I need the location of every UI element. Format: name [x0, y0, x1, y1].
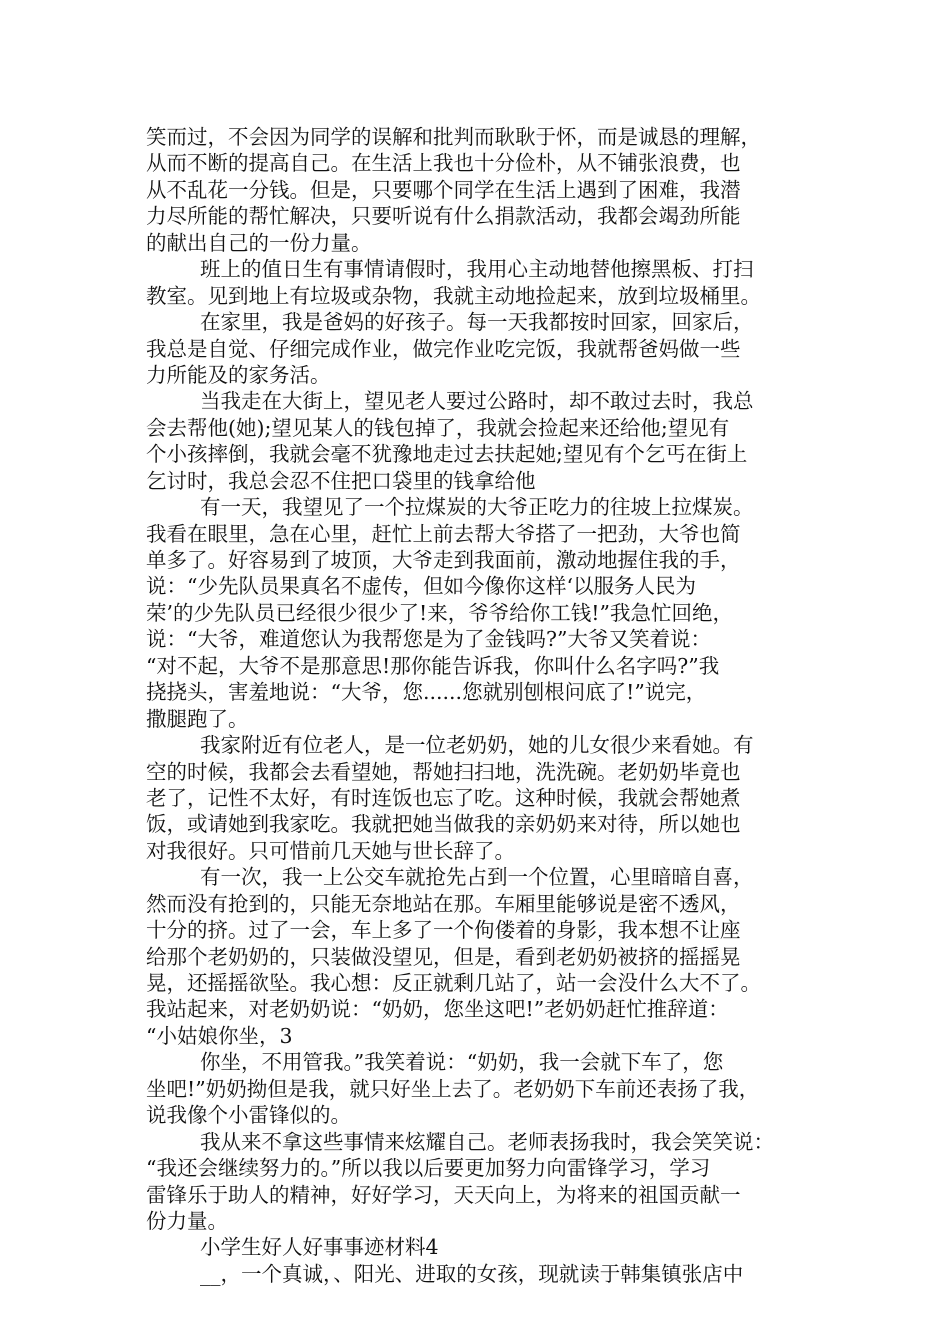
text-line: 我看在眼里，急在心里，赶忙上前去帮大爷搭了一把劲，大爷也简: [146, 521, 741, 546]
text-line: “小姑娘你坐，3: [146, 1023, 293, 1048]
text-line: 雷锋乐于助人的精神，好好学习，天天向上，为将来的祖国贡献一: [146, 1182, 741, 1207]
text-line: 饭，或请她到我家吃。我就把她当做我的亲奶奶来对待，所以她也: [146, 812, 741, 837]
text-line: 个小孩摔倒，我就会毫不犹豫地走过去扶起她;望见有个乞丐在街上: [146, 442, 748, 467]
text-line: 单多了。好容易到了坡顶，大爷走到我面前，激动地握住我的手，: [146, 548, 741, 572]
text-line: 撒腿跑了。: [146, 706, 249, 731]
text-line: 班上的值日生有事情请假时，我用心主动地替他擦黑板、打扫: [200, 257, 754, 282]
text-line: 你坐，不用管我。”我笑着说：“奶奶，我一会就下车了，您: [200, 1050, 724, 1075]
text-line: 我从来不拿这些事情来炫耀自己。老师表扬我时，我会笑笑说：: [200, 1129, 774, 1154]
text-line: 乞讨时，我总会忍不住把口袋里的钱拿给他: [146, 468, 536, 493]
text-line: 说我像个小雷锋似的。: [146, 1103, 351, 1128]
text-line: 我站起来，对老奶奶说：“奶奶，您坐这吧!”老奶奶赶忙推辞道：: [146, 997, 729, 1022]
text-line: 说：“少先队员果真名不虚传，但如今像你这样‘以服务人民为: [146, 574, 696, 599]
text-line: 从而不断的提高自己。在生活上我也十分俭朴，从不铺张浪费，也: [146, 151, 741, 176]
text-line: 给那个老奶奶的，只装做没望见，但是，看到老奶奶被挤的摇摇晃: [146, 944, 741, 969]
text-line: 然而没有抢到的，只能无奈地站在那。车厢里能够说是密不透风，: [146, 891, 741, 916]
text-line: 说：“大爷，难道您认为我帮您是为了金钱吗?”大爷又笑着说：: [146, 627, 711, 652]
text-line: 在家里，我是爸妈的好孩子。每一天我都按时回家，回家后，: [200, 310, 754, 335]
text-line: 荣’的少先队员已经很少很少了!来，爷爷给你工钱!”我急忙回绝，: [146, 600, 733, 625]
text-line: __，一个真诚，、阳光、进取的女孩，现就读于韩集镇张店中: [200, 1261, 744, 1286]
text-line: 坐吧!”奶奶拗但是我，就只好坐上去了。老奶奶下车前还表扬了我，: [146, 1076, 760, 1101]
text-line: 我家附近有位老人，是一位老奶奶，她的儿女很少来看她。有: [200, 733, 754, 758]
text-line: 当我走在大街上，望见老人要过公路时，却不敢过去时，我总: [200, 389, 754, 414]
text-line: 力所能及的家务活。: [146, 362, 331, 387]
text-line: 老了，记性不太好，有时连饭也忘了吃。这种时候，我就会帮她煮: [146, 785, 741, 810]
text-line: 小学生好人好事事迹材料4: [200, 1235, 439, 1260]
text-line: 有一天，我望见了一个拉煤炭的大爷正吃力的往坡上拉煤炭。: [200, 495, 754, 520]
text-line: 力尽所能的帮忙解决，只要听说有什么捐款活动，我都会竭劲所能: [146, 204, 741, 229]
text-line: 从不乱花一分钱。但是，只要哪个同学在生活上遇到了困难，我潜: [146, 177, 741, 202]
document-body: [146, 124, 822, 1287]
text-line: “我还会继续努力的。”所以我以后要更加努力向雷锋学习，学习: [146, 1156, 711, 1181]
text-line: 的献出自己的一份力量。: [146, 230, 372, 255]
text-line: 我总是自觉、仔细完成作业，做完作业吃完饭，我就帮爸妈做一些: [146, 336, 741, 361]
text-line: 笑而过，不会因为同学的误解和批判而耿耿于怀，而是诚恳的理解，: [146, 125, 761, 149]
text-line: 有一次，我一上公交车就抢先占到一个位置，心里暗暗自喜，: [200, 865, 754, 890]
text-line: 挠挠头，害羞地说：“大爷，您......您就别刨根问底了!”说完，: [146, 680, 707, 705]
text-line: 会去帮他(她);望见某人的钱包掉了，我就会捡起来还给他;望见有: [146, 415, 730, 440]
text-line: 对我很好。只可惜前几天她与世长辞了。: [146, 838, 515, 863]
text-line: 份力量。: [146, 1208, 228, 1233]
text-line: 晃，还摇摇欲坠。我心想：反正就剩几站了，站一会没什么大不了。: [146, 971, 761, 995]
text-line: 十分的挤。过了一会，车上多了一个佝偻着的身影，我本想不让座: [146, 918, 741, 943]
text-line: 教室。见到地上有垃圾或杂物，我就主动地捡起来，放到垃圾桶里。: [146, 283, 761, 308]
text-line: “对不起，大爷不是那意思!那你能告诉我，你叫什么名字吗?”我: [146, 653, 720, 678]
text-line: 空的时候，我都会去看望她，帮她扫扫地，洗洗碗。老奶奶毕竟也: [146, 759, 741, 784]
